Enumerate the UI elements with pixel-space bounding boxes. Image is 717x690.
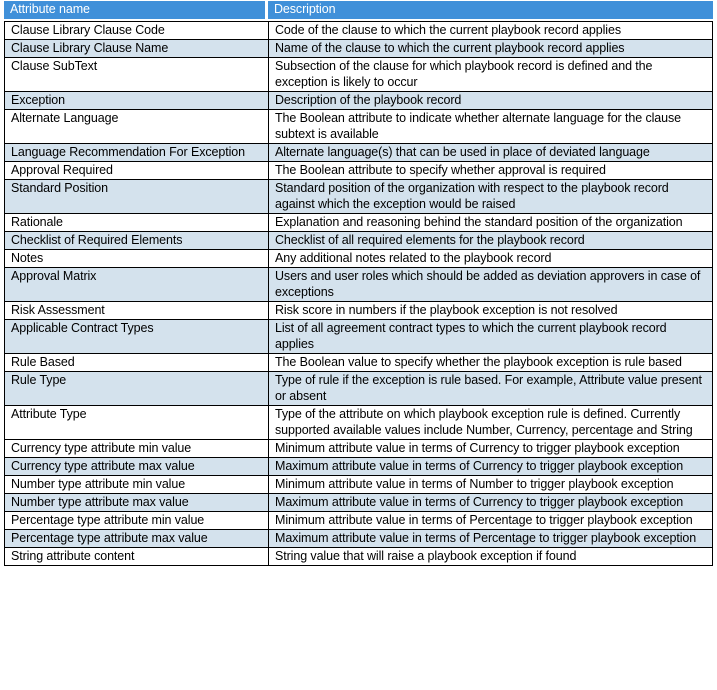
description-cell: Minimum attribute value in terms of Currency to trigger playbook exception: [268, 439, 713, 457]
attribute-name-cell: Clause Library Clause Name: [4, 39, 268, 57]
column-header-attribute-name: Attribute name: [4, 1, 268, 21]
table-row: [4, 21, 713, 39]
table-row: [4, 213, 713, 231]
attribute-name-cell: Rule Type: [4, 371, 268, 405]
table-row: [4, 511, 713, 529]
attribute-name-cell: Approval Required: [4, 161, 268, 179]
table-row: [4, 353, 713, 371]
description-cell: Users and user roles which should be added as deviation approvers in case of exceptions: [268, 267, 713, 301]
table-row: [4, 249, 713, 267]
attribute-name-cell: Alternate Language: [4, 109, 268, 143]
attribute-name-cell: Percentage type attribute max value: [4, 529, 268, 547]
table-row: [4, 91, 713, 109]
description-cell: Alternate language(s) that can be used in place of deviated language: [268, 143, 713, 161]
description-cell: Checklist of all required elements for the playbook record: [268, 231, 713, 249]
attribute-table: [4, 1, 713, 566]
attribute-name-cell: Number type attribute max value: [4, 493, 268, 511]
attribute-name-cell: Number type attribute min value: [4, 475, 268, 493]
description-cell: Code of the clause to which the current playbook record applies: [268, 21, 713, 39]
table-row: [4, 319, 713, 353]
description-cell: Minimum attribute value in terms of Percentage to trigger playbook exception: [268, 511, 713, 529]
description-cell: Maximum attribute value in terms of Percentage to trigger playbook exception: [268, 529, 713, 547]
description-cell: Maximum attribute value in terms of Currency to trigger playbook exception: [268, 457, 713, 475]
column-header-description: Description: [268, 1, 713, 21]
attribute-name-cell: Currency type attribute min value: [4, 439, 268, 457]
table-row: [4, 493, 713, 511]
description-cell: Maximum attribute value in terms of Currency to trigger playbook exception: [268, 493, 713, 511]
table-row: [4, 371, 713, 405]
table-row: [4, 439, 713, 457]
attribute-name-cell: String attribute content: [4, 547, 268, 566]
table-row: [4, 161, 713, 179]
description-cell: Risk score in numbers if the playbook exception is not resolved: [268, 301, 713, 319]
table-row: [4, 301, 713, 319]
description-cell: Subsection of the clause for which playbook record is defined and the exception is likely to occur: [268, 57, 713, 91]
table-row: [4, 57, 713, 91]
description-cell: Explanation and reasoning behind the standard position of the organization: [268, 213, 713, 231]
header-row: [4, 1, 713, 21]
attribute-name-cell: Rule Based: [4, 353, 268, 371]
description-cell: Any additional notes related to the playbook record: [268, 249, 713, 267]
table-row: [4, 547, 713, 566]
attribute-name-cell: Percentage type attribute min value: [4, 511, 268, 529]
table-row: [4, 267, 713, 301]
attribute-name-cell: Clause Library Clause Code: [4, 21, 268, 39]
table-body: [4, 21, 713, 566]
attribute-name-cell: Attribute Type: [4, 405, 268, 439]
table-row: [4, 529, 713, 547]
description-cell: List of all agreement contract types to which the current playbook record applies: [268, 319, 713, 353]
description-cell: Description of the playbook record: [268, 91, 713, 109]
attribute-name-cell: Approval Matrix: [4, 267, 268, 301]
attribute-name-cell: Risk Assessment: [4, 301, 268, 319]
table-row: [4, 109, 713, 143]
table-row: [4, 179, 713, 213]
description-cell: Name of the clause to which the current playbook record applies: [268, 39, 713, 57]
attribute-name-cell: Clause SubText: [4, 57, 268, 91]
attribute-name-cell: Applicable Contract Types: [4, 319, 268, 353]
attribute-name-cell: Notes: [4, 249, 268, 267]
table-row: [4, 457, 713, 475]
table-row: [4, 231, 713, 249]
attribute-name-cell: Rationale: [4, 213, 268, 231]
description-cell: Type of rule if the exception is rule based. For example, Attribute value present or absent: [268, 371, 713, 405]
table-row: [4, 143, 713, 161]
description-cell: String value that will raise a playbook exception if found: [268, 547, 713, 566]
description-cell: Standard position of the organization with respect to the playbook record against which the exception would be raised: [268, 179, 713, 213]
description-cell: The Boolean attribute to indicate whether alternate language for the clause subtext is available: [268, 109, 713, 143]
table-row: [4, 39, 713, 57]
attribute-name-cell: Exception: [4, 91, 268, 109]
description-cell: The Boolean attribute to specify whether approval is required: [268, 161, 713, 179]
table-row: [4, 475, 713, 493]
attribute-name-cell: Language Recommendation For Exception: [4, 143, 268, 161]
description-cell: The Boolean value to specify whether the playbook exception is rule based: [268, 353, 713, 371]
description-cell: Minimum attribute value in terms of Number to trigger playbook exception: [268, 475, 713, 493]
table-row: [4, 405, 713, 439]
attribute-name-cell: Standard Position: [4, 179, 268, 213]
attribute-name-cell: Currency type attribute max value: [4, 457, 268, 475]
attribute-name-cell: Checklist of Required Elements: [4, 231, 268, 249]
description-cell: Type of the attribute on which playbook exception rule is defined. Currently supported available values include Number, Currency, percentage and String: [268, 405, 713, 439]
